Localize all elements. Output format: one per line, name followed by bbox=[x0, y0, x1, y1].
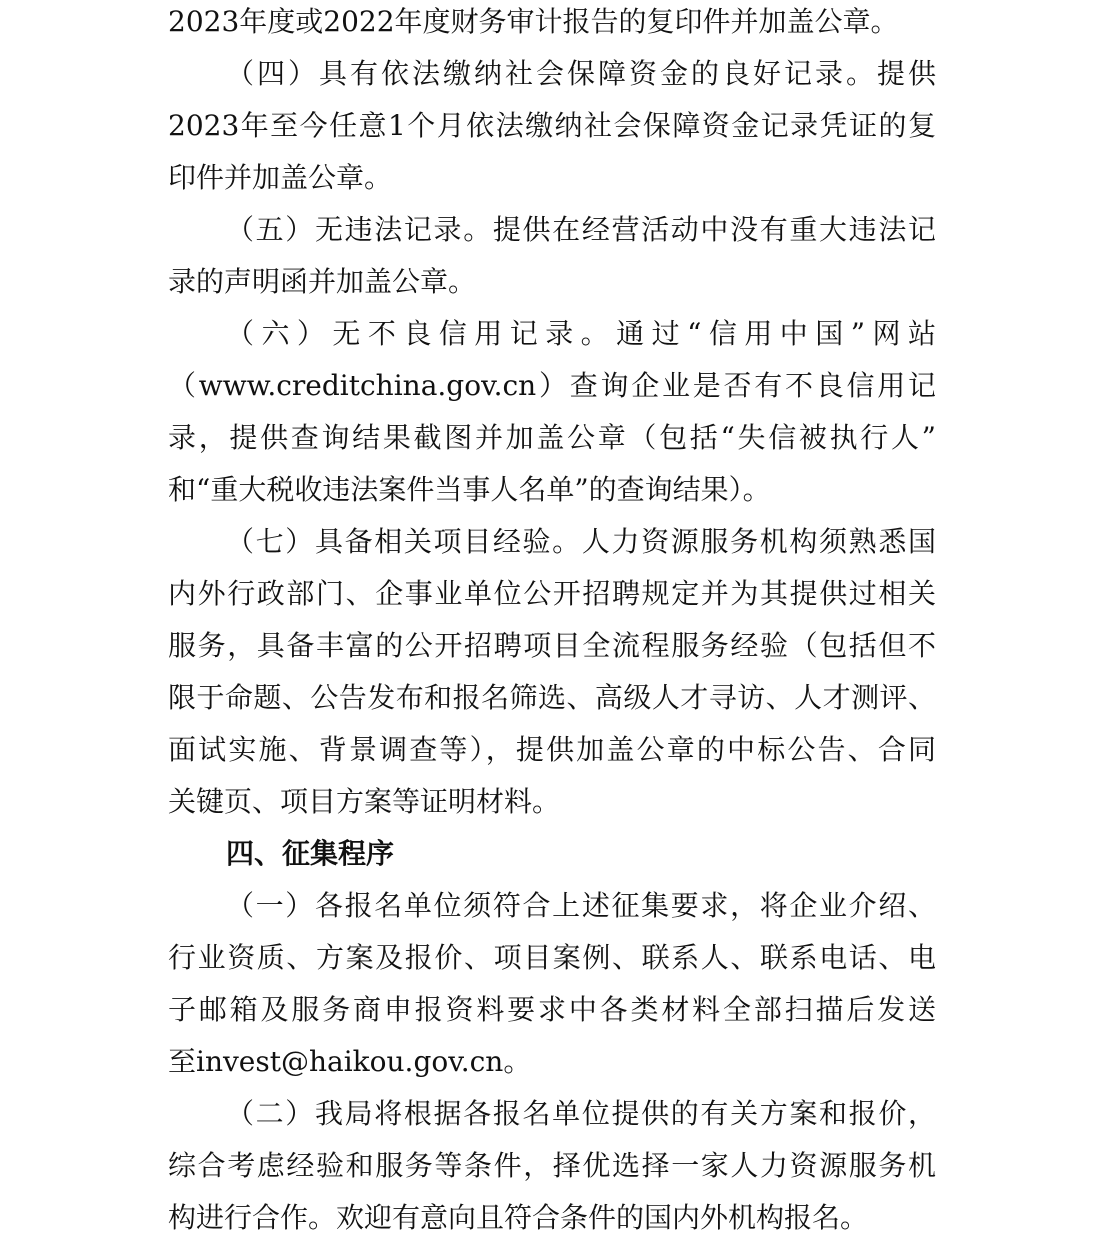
paragraph-item-7-line: 关键页、项目方案等证明材料。 bbox=[168, 785, 561, 818]
procedure-item-2-line: 综合考虑经验和服务等条件，择优选择一家人力资源服务机 bbox=[168, 1149, 936, 1182]
paragraph-item-7-line: 面试实施、背景调查等），提供加盖公章的中标公告、合同 bbox=[168, 733, 936, 766]
section-heading: 四、征集程序 bbox=[226, 837, 395, 870]
procedure-item-1-line: 行业资质、方案及报价、项目案例、联系人、联系电话、电 bbox=[168, 941, 936, 974]
procedure-item-1-line: （一）各报名单位须符合上述征集要求，将企业介绍、 bbox=[226, 889, 936, 922]
paragraph-item-5-line: 录的声明函并加盖公章。 bbox=[168, 265, 477, 298]
paragraph-item-4-line: 印件并加盖公章。 bbox=[168, 161, 393, 194]
paragraph-item-6-line: （六）无不良信用记录。通过“信用中国”网站 bbox=[226, 317, 936, 350]
paragraph-item-7-line: 服务，具备丰富的公开招聘项目全流程服务经验（包括但不 bbox=[168, 629, 936, 662]
procedure-item-2-line: 构进行合作。欢迎有意向且符合条件的国内外机构报名。 bbox=[168, 1201, 869, 1234]
paragraph-item-4-line: （四）具有依法缴纳社会保障资金的良好记录。提供 bbox=[226, 57, 936, 90]
procedure-item-2-line: （二）我局将根据各报名单位提供的有关方案和报价， bbox=[226, 1097, 936, 1130]
paragraph-item-7-line: 内外行政部门、企事业单位公开招聘规定并为其提供过相关 bbox=[168, 577, 936, 610]
paragraph-item-6-line: 录，提供查询结果截图并加盖公章（包括“失信被执行人” bbox=[168, 421, 936, 454]
paragraph-line: 2023年度或2022年度财务审计报告的复印件并加盖公章。 bbox=[168, 5, 899, 38]
paragraph-item-6-line: 和“重大税收违法案件当事人名单”的查询结果）。 bbox=[168, 473, 771, 506]
paragraph-item-5-line: （五）无违法记录。提供在经营活动中没有重大违法记 bbox=[226, 213, 936, 246]
email-line: 至invest@haikou.gov.cn。 bbox=[168, 1045, 532, 1078]
paragraph-item-7-line: （七）具备相关项目经验。人力资源服务机构须熟悉国 bbox=[226, 525, 936, 558]
procedure-item-1-line: 子邮箱及服务商申报资料要求中各类材料全部扫描后发送 bbox=[168, 993, 936, 1026]
paragraph-item-4-line: 2023年至今任意1个月依法缴纳社会保障资金记录凭证的复 bbox=[168, 109, 936, 142]
paragraph-item-6-line: （www.creditchina.gov.cn）查询企业是否有不良信用记 bbox=[168, 369, 936, 402]
paragraph-item-7-line: 限于命题、公告发布和报名筛选、高级人才寻访、人才测评、 bbox=[168, 681, 936, 714]
